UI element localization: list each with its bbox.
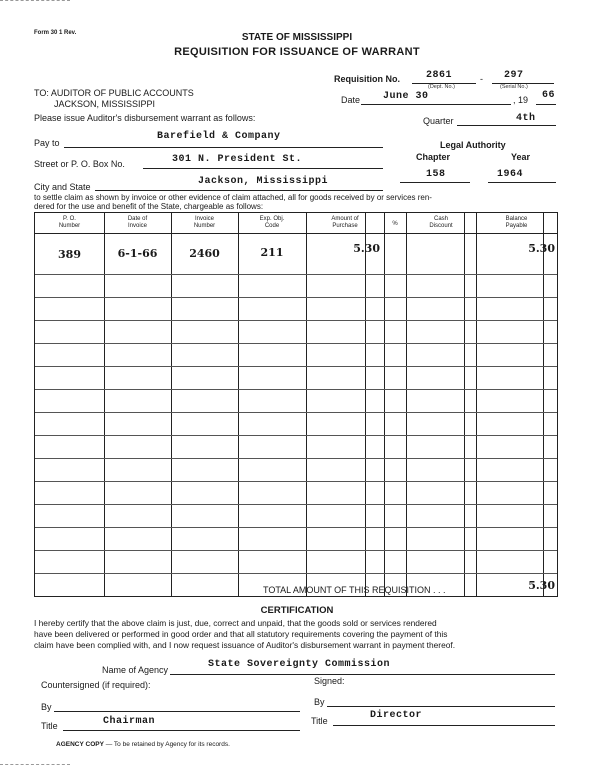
requisition-form: Form 30 1 Rev. STATE OF MISSISSIPPI REQUISITION FOR ISSUANCE OF WARRANT Requisition No. 2861 (Dept. No.) - 297 (Serial No.) TO: AUDITOR OF PUBLIC ACCOUNTS JACKSON, MISSISSIPPI Date June 30 , 19 66 Please issue Auditor's disbursement warrant as follows: Quarter 4th Pay to Barefield & Company Legal Authority Chapter Year Street or P. O. Box No. 301 N. President St. 158 1964 City and State Jackson, Mississippi to settle claim as shown by invoice or other evidence of claim attached, all for goods received by or services ren- dered for the use and benefit of the State, chargeable as follows: P. O. Number Date of Invoice Invoice Number Exp. Obj. Code Amount of Purchase % Cash Discount Balance Payable 389 6-1-66 2460 211 5.30 5.30 TOTAL AMOUNT OF THIS REQUISITION . . . 5.30 CERTIFICATION I hereby certify that the above claim is just, due, correct and unpaid, that the goods sold or services rendered have been delivered or performed in good order and that all statutory requirements covering the payment of this claim have been complied with, and I now request issuance of Auditor's disbursement warrant in payment thereof. Name of Agency State Sovereignty Commission Countersigned (if required): Signed: By By Title Director Title Chairman AGENCY COPY — To be retained by Agency for its records. [0,0,594,768]
quarter-label: Quarter [423,116,454,126]
header-balance-payable: Balance Payable [505,216,528,229]
year-label: Year [511,152,531,162]
agency-value: State Sovereignty Commission [208,659,391,670]
please-issue-text: Please issue Auditor's disbursement warrant as follows: [34,113,256,123]
claim-table [34,212,558,597]
left-title-value: Chairman [103,716,156,727]
state-heading: STATE OF MISSISSIPPI [241,32,353,43]
title-label-left: Title [41,721,58,731]
countersigned-label: Countersigned (if required): [41,680,151,690]
requisition-label: Requisition No. [334,74,400,84]
total-label: TOTAL AMOUNT OF THIS REQUISITION . . . [263,585,446,595]
header-percent: % [392,221,398,227]
header-date-of-invoice: Date of Invoice [127,216,148,229]
quarter-value: 4th [516,113,536,124]
date-value: June 30 [383,91,429,102]
cert-line-2: have been delivered or performed in good order and that all statutory requirements covering the payment of this [34,629,448,639]
street-label: Street or P. O. Box No. [34,159,125,169]
cert-line-3: claim have been complied with, and I now request issuance of Auditor's disbursement warrant in payment thereof. [34,640,456,650]
chapter-label: Chapter [416,152,451,162]
serial-caption: (Serial No.) [500,84,528,90]
form-number: Form 30 1 Rev. [34,30,77,36]
chapter-value: 158 [426,169,446,180]
header-exp-obj-code: Exp. Obj. Code [259,216,285,229]
signed-label: Signed: [314,676,345,686]
row-exp-obj-code: 211 [260,246,284,259]
header-amount-of-purchase: Amount of Purchase [331,216,359,229]
dept-caption: (Dept. No.) [428,84,455,90]
pay-to-label: Pay to [34,138,60,148]
right-title-value: Director [370,710,423,721]
city-value: Jackson, Mississippi [198,176,329,187]
row-date-of-invoice: 6-1-66 [117,247,158,260]
date-label: Date [341,95,361,105]
street-value: 301 N. President St. [172,154,303,165]
to-line-1: TO: AUDITOR OF PUBLIC ACCOUNTS [34,88,194,98]
city-label: City and State [34,182,91,192]
header-po-number: P. O. Number [58,216,81,229]
certification-title: CERTIFICATION [260,605,334,616]
agency-copy-note: AGENCY COPY — To be retained by Agency for its records. [56,741,230,748]
header-invoice-number: Invoice Number [193,216,216,229]
serial-number: 297 [504,70,524,81]
year-value: 66 [542,90,556,101]
settle-line-1: to settle claim as shown by invoice or other evidence of claim attached, all for goods received by or services ren- [34,193,432,202]
by-label-left: By [41,702,52,712]
row-amount-of-purchase: 5.30 [353,242,380,255]
agency-label: Name of Agency [102,665,169,675]
legal-authority-label: Legal Authority [440,140,506,150]
settle-line-2: dered for the use and benefit of the State, chargeable as follows: [34,202,264,211]
perforation-top [0,0,70,5]
perforation-bottom [0,764,70,765]
pay-to-value: Barefield & Company [157,131,281,142]
title-label-right: Title [311,716,328,726]
row-balance-payable: 5.30 [528,242,555,255]
dept-number: 2861 [426,70,453,81]
row-po-number: 389 [58,248,81,261]
legal-year-value: 1964 [497,169,524,180]
row-invoice-number: 2460 [189,247,220,260]
year-prefix: , 19 [513,95,529,105]
form-title: REQUISITION FOR ISSUANCE OF WARRANT [174,46,420,58]
total-value: 5.30 [528,579,555,592]
by-label-right: By [314,697,325,707]
to-line-2: JACKSON, MISSISSIPPI [54,99,156,109]
cert-line-1: I hereby certify that the above claim is just, due, correct and unpaid, that the goods sold or services rendered [34,618,437,628]
header-cash-discount: Cash Discount [429,216,453,229]
